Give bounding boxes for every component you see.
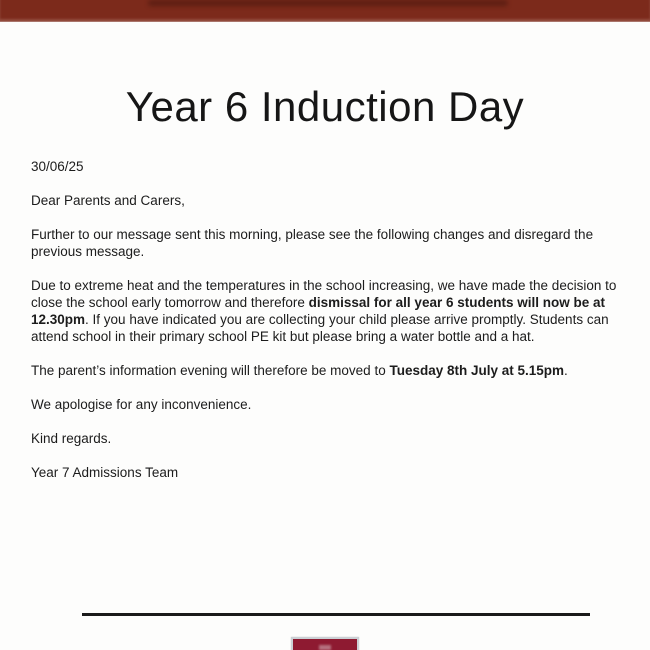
paragraph <box>31 362 623 379</box>
paragraph <box>31 277 623 345</box>
school-logo <box>291 637 359 650</box>
paragraph-text: . <box>564 363 568 378</box>
page-title: Year 6 Induction Day <box>125 83 525 131</box>
paragraph-bold-text: dismissal for all year 6 students will now be at 12.30pm <box>31 295 605 327</box>
letter-body <box>31 158 623 498</box>
paragraph-text: We apologise for any inconvenience. <box>31 397 252 412</box>
paragraph-text: The parent’s information evening will therefore be moved to <box>31 363 390 378</box>
footer-divider-line <box>82 613 590 616</box>
paragraph <box>31 158 623 175</box>
school-logo-emblem-icon <box>319 645 331 650</box>
cropped-header-text-remnant <box>148 0 508 6</box>
paragraph <box>31 226 623 260</box>
paragraph <box>31 464 623 481</box>
paragraph-text: Due to extreme heat and the temperatures in the school increasing, we have made the decision to close the school early tomorrow and therefore <box>31 278 617 310</box>
paragraph-text: Dear Parents and Carers, <box>31 193 185 208</box>
paragraph <box>31 396 623 413</box>
paragraph-text: Further to our message sent this morning, please see the following changes and disregard the previous message. <box>31 227 594 259</box>
paragraph-text: Year 7 Admissions Team <box>31 465 179 480</box>
paragraph-bold-text: Tuesday 8th July at 5.15pm <box>389 363 565 378</box>
paragraph <box>31 192 623 209</box>
paragraph-text: . If you have indicated you are collecting your child please arrive promptly. Students can attend school in their primary school PE kit but please bring a water bottle and a hat. <box>31 312 609 344</box>
paragraph-text: Kind regards. <box>31 431 112 446</box>
paragraph-text: 30/06/25 <box>31 159 84 174</box>
paragraph <box>31 430 623 447</box>
header-bar <box>0 0 650 22</box>
